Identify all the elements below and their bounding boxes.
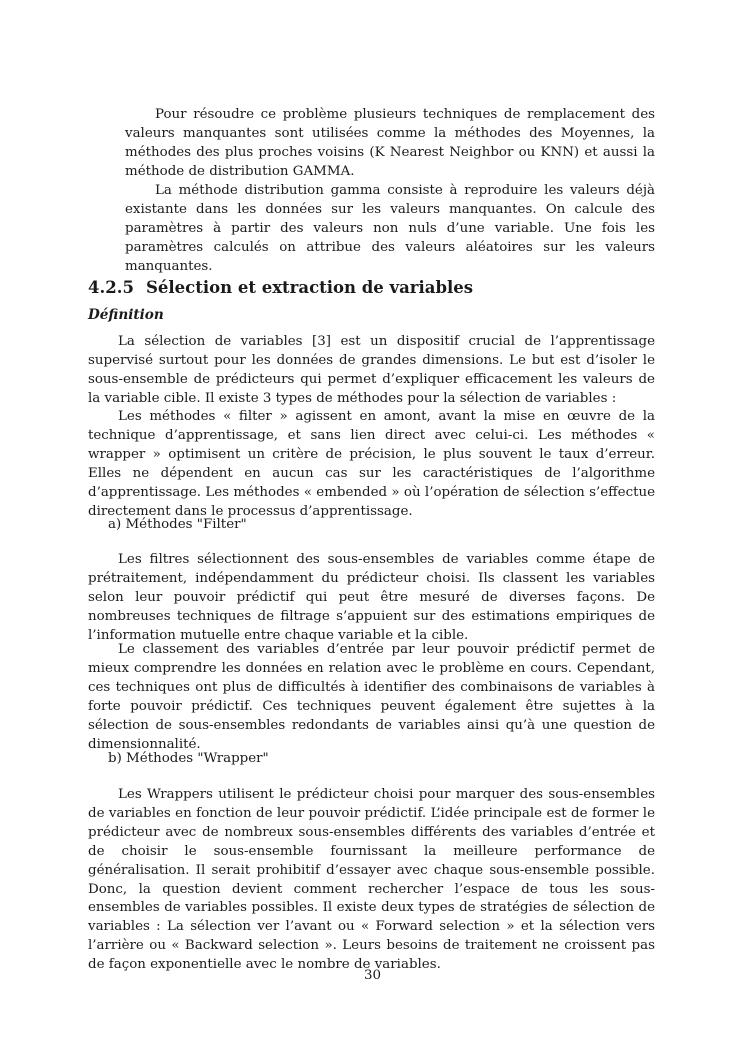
section-number: 4.2.5 bbox=[88, 278, 134, 297]
subsection-b-heading: b) Méthodes "Wrapper" bbox=[108, 751, 269, 766]
subsection-a-heading: a) Méthodes "Filter" bbox=[108, 517, 247, 532]
page-number: 30 bbox=[363, 968, 382, 983]
section-heading bbox=[88, 278, 473, 298]
paragraph-variable-selection-intro: La sélection de variables [3] est un dispositif crucial de l’apprentissage supervisé surtout pour les données de grandes dimensions. Le but est d’isoler le sous-ensemble de prédicteurs qui permet d’expliquer efficacement les valeurs de la variable cible. Il existe 3 types de méthodes pour la sélection de variables : bbox=[88, 334, 655, 406]
section-title: Sélection et extraction de variables bbox=[146, 278, 474, 297]
paragraph-wrapper-description: Les Wrappers utilisent le prédicteur choisi pour marquer des sous-ensembles de variables en fonction de leur pouvoir prédictif. L’idée principale est de former le prédicteur avec de nombreux sous-ensembles différents des variables d’entrée et de choisir le sous-ensemble fournissant la meilleure performance de généralisation. Il serait prohibitif d’essayer avec chaque sous-ensemble possible. Donc, la question devient comment rechercher l’espace de tous les sous-ensembles de variables possibles. Il existe deux types de stratégies de sélection de variables : La sélection ver l’avant ou « Forward selection » et la sélection vers l’arrière ou « Backward selection ». Leurs besoins de traitement ne croissent pas de façon exponentielle avec le nombre de variables. bbox=[88, 787, 655, 973]
paragraph-gamma-distribution: La méthode distribution gamma consiste à reproduire les valeurs déjà existante dans les données sur les valeurs manquantes. On calcule des paramètres à partir des valeurs non nuls d’une variable. Une fois les paramètres calculés on attribue des valeurs aléatoires sur les valeurs manquantes. bbox=[125, 183, 655, 274]
paragraph-filter-limits: Le classement des variables d’entrée par leur pouvoir prédictif permet de mieux comprendre les données en relation avec le problème en cours. Cependant, ces techniques ont plus de difficultés à identifier des combinaisons de variables à forte pouvoir prédictif. Ces techniques peuvent également être sujettes à la sélection de sous-ensembles redondants de variables ainsi qu’à une question de dimensionnalité. bbox=[88, 642, 655, 752]
definition-label: Définition bbox=[88, 307, 164, 323]
paragraph-missing-values-techniques: Pour résoudre ce problème plusieurs techniques de remplacement des valeurs manquantes sont utilisées comme la méthodes des Moyennes, la méthodes des plus proches voisins (K Nearest Neighbor ou KNN) et aussi la méthode de distribution GAMMA. bbox=[125, 107, 655, 179]
paragraph-method-types: Les méthodes « filter » agissent en amont, avant la mise en œuvre de la technique d’apprentissage, et sans lien direct avec celui-ci. Les méthodes « wrapper » optimisent un critère de précision, le plus souvent le taux d’erreur. Elles ne dépendent en aucun cas sur les caractéristiques de l’algorithme d’apprentissage. Les méthodes « embended » où l’opération de sélection s’effectue directement dans le processus d’apprentissage. bbox=[88, 409, 655, 519]
paragraph-filter-description: Les filtres sélectionnent des sous-ensembles de variables comme étape de prétraitement, indépendamment du prédicteur choisi. Ils classent les variables selon leur pouvoir prédictif qui peut être mesuré de diverses façons. De nombreuses techniques de filtrage s’appuient sur des estimations empiriques de l’information mutuelle entre chaque variable et la cible. bbox=[88, 552, 655, 643]
